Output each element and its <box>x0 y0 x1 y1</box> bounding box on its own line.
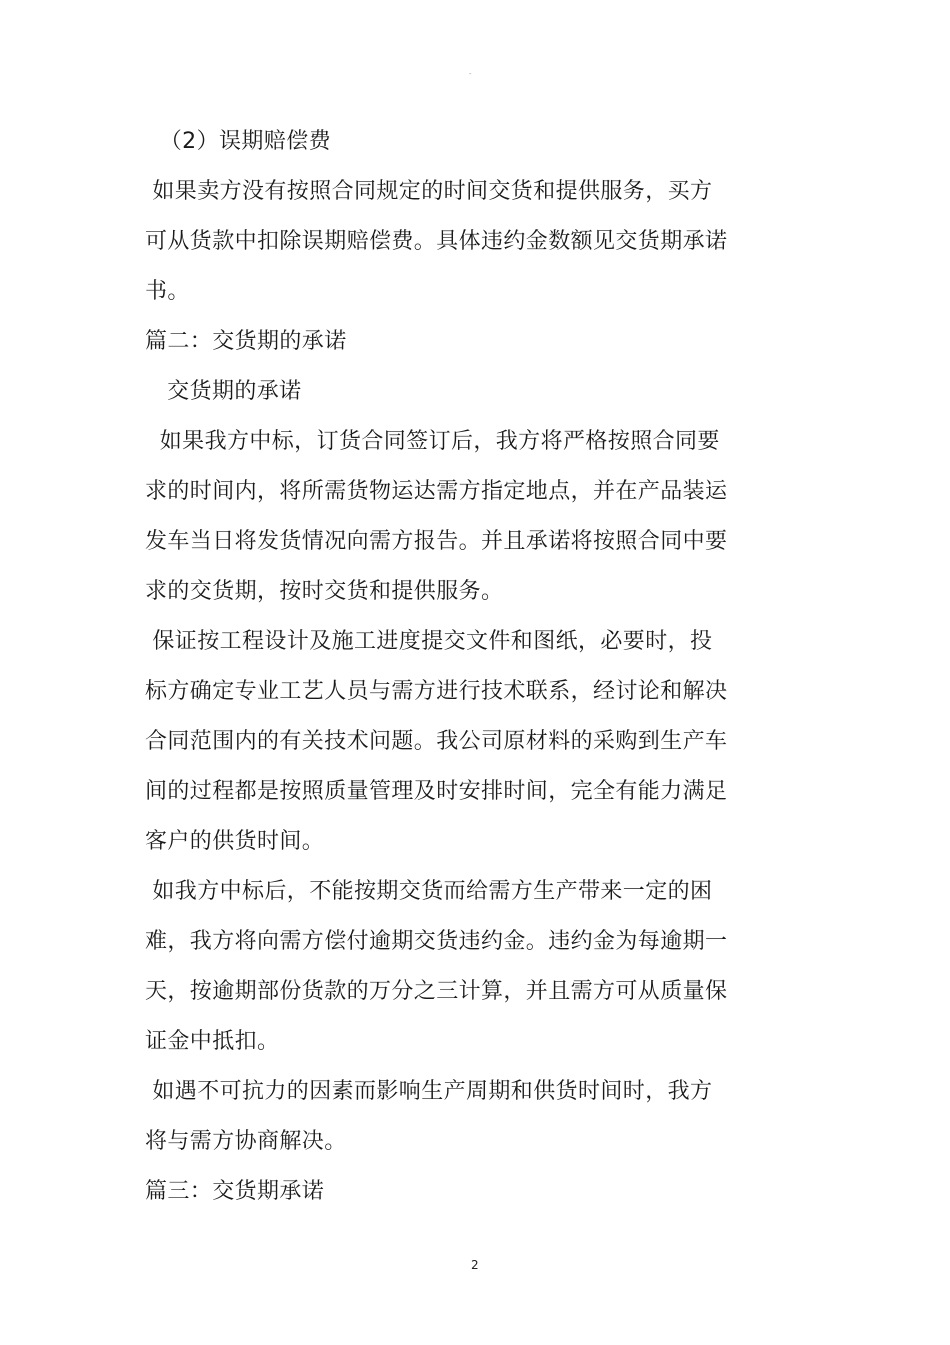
section-title: 交货期的承诺 <box>145 379 302 404</box>
text-line: 可从货款中扣除误期赔偿费。具体违约金数额见交货期承诺 <box>145 229 728 254</box>
text-line: 客户的供货时间。 <box>145 829 325 854</box>
text-line: 书。 <box>145 279 190 304</box>
chapter-heading-two: 篇二：交货期的承诺 <box>145 329 347 354</box>
header-mark: - <box>469 70 472 78</box>
text-line: 证金中抵扣。 <box>145 1029 280 1054</box>
text-line: 间的过程都是按照质量管理及时安排时间，完全有能力满足 <box>145 779 728 804</box>
text-line: 标方确定专业工艺人员与需方进行技术联系，经讨论和解决 <box>145 679 728 704</box>
text-line: 求的时间内，将所需货物运达需方指定地点，并在产品装运 <box>145 479 728 504</box>
page-number: 2 <box>471 1258 479 1272</box>
text-line: 将与需方协商解决。 <box>145 1129 347 1154</box>
text-line: 求的交货期，按时交货和提供服务。 <box>145 579 504 604</box>
text-line: 发车当日将发货情况向需方报告。并且承诺将按照合同中要 <box>145 529 728 554</box>
text-line: 如果卖方没有按照合同规定的时间交货和提供服务，买方 <box>145 179 713 204</box>
text-line: 如果我方中标，订货合同签订后，我方将严格按照合同要 <box>145 429 720 454</box>
text-line: 难，我方将向需方偿付逾期交货违约金。违约金为每逾期一 <box>145 929 728 954</box>
text-line: 天，按逾期部份货款的万分之三计算，并且需方可从质量保 <box>145 979 728 1004</box>
chapter-heading-three: 篇三：交货期承诺 <box>145 1179 325 1204</box>
section-heading-liquidated-damages: （2）误期赔偿费 <box>145 129 331 154</box>
text-line: 合同范围内的有关技术问题。我公司原材料的采购到生产车 <box>145 729 728 754</box>
text-line: 保证按工程设计及施工进度提交文件和图纸，必要时，投 <box>145 629 713 654</box>
text-line: 如遇不可抗力的因素而影响生产周期和供货时间时，我方 <box>145 1079 713 1104</box>
text-line: 如我方中标后，不能按期交货而给需方生产带来一定的困 <box>145 879 713 904</box>
